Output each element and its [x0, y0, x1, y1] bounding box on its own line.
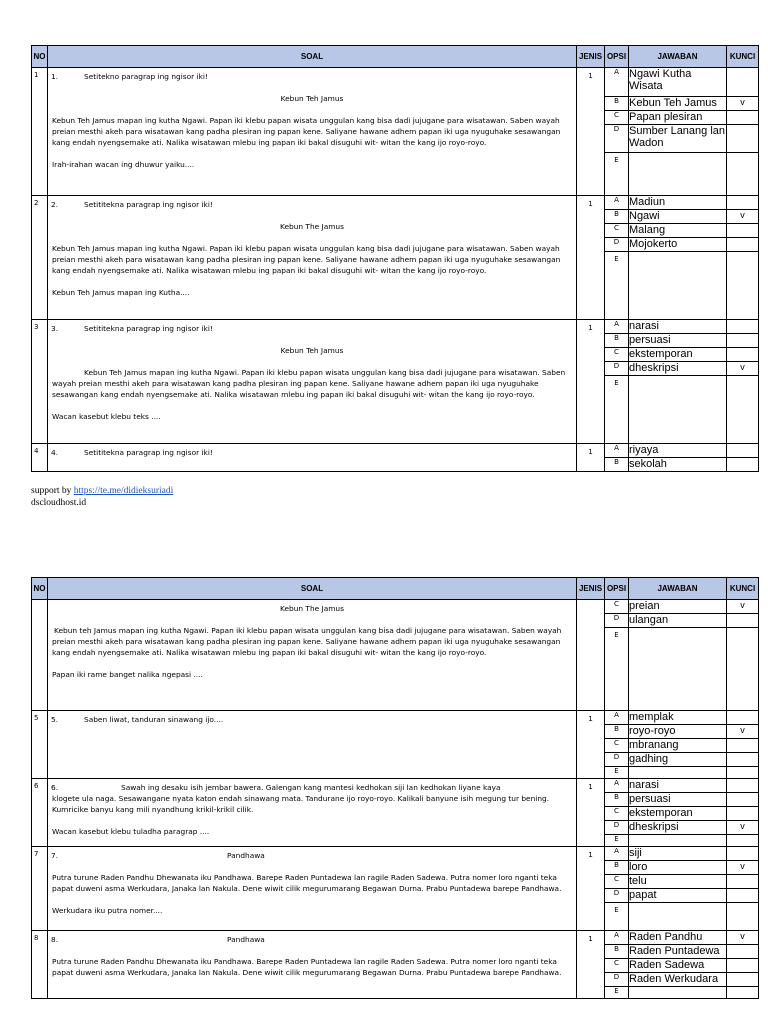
question-text	[48, 68, 577, 196]
answer-option[interactable]: ulangan	[629, 614, 727, 628]
option-label: A	[605, 444, 629, 458]
option-label: D	[605, 889, 629, 903]
option-label: A	[605, 779, 629, 793]
answer-option[interactable]: persuasi	[629, 793, 727, 807]
question-text	[48, 779, 577, 847]
answer-key: v	[727, 861, 759, 875]
option-label: A	[605, 711, 629, 725]
answer-option[interactable]: memplak	[629, 711, 727, 725]
answer-key: v	[727, 210, 759, 224]
option-label: C	[605, 807, 629, 821]
passage-text: Putra turune Raden Pandhu Dhewanata iku Pandhawa. Barepe Raden Puntadewa lan ragile Raden Sadewa. Putra nomer loro nganti teka papat duweni asma Werkudara, Janaka lan Nakula. Dene wiwit cilik megurumarang Begawan Durna. Prabu Puntadewa barepe Pandhawa.	[52, 957, 562, 977]
question-row-6	[32, 779, 759, 793]
answer-option[interactable]: Raden Werkudara	[629, 973, 727, 987]
passage-first-line: Sawah ing desaku isih jembar bawera. Galengan kang mantesi kedhokan siji lan kedhokan liyane kaya	[121, 783, 501, 792]
question-prompt: Irah-irahan wacan ing dhuwur yaiku....	[52, 160, 195, 169]
answer-option[interactable]: Papan plesiran	[629, 111, 727, 125]
answer-key	[727, 847, 759, 861]
answer-key: v	[727, 362, 759, 376]
option-label: B	[605, 458, 629, 472]
answer-key	[727, 444, 759, 458]
header-soal: SOAL	[48, 578, 577, 600]
question-index: 6.	[51, 783, 59, 792]
header-row	[32, 46, 759, 68]
option-label: D	[605, 753, 629, 767]
option-label: A	[605, 847, 629, 861]
passage-text: Kebun Teh Jamus mapan ing kutha Ngawi. Papan iki klebu papan wisata unggulan kang bisa dadi jujugane para wisatawan. Saben wayah preian mesthi akeh para wisatawan kang padha plesiran ing papan kene. Saliyane hawane adhem papan iki uga nyuguhake sesawangan kang endah nyengsemake ati. Nalika wisatawan mlebu ing papan iki bakal disuguhi wit- witan the kang ijo royo-royo.	[52, 244, 561, 275]
question-index: 1.	[51, 72, 59, 81]
header-jawaban: JAWABAN	[629, 578, 727, 600]
header-row	[32, 578, 759, 600]
answer-key	[727, 614, 759, 628]
answer-key	[727, 224, 759, 238]
header-kunci: KUNCI	[727, 578, 759, 600]
answer-option[interactable]: mbranang	[629, 739, 727, 753]
question-index: 7.	[51, 851, 59, 860]
passage-title: Kebun Teh Jamus	[280, 346, 344, 355]
question-row-2	[32, 196, 759, 210]
option-label: E	[605, 153, 629, 196]
passage-title: Pandhawa	[227, 935, 265, 944]
question-index: 5.	[51, 715, 59, 724]
answer-key	[727, 945, 759, 959]
answer-option[interactable]: Ngawi Kutha Wisata	[629, 68, 727, 97]
answer-key	[727, 739, 759, 753]
header-no: NO	[32, 578, 48, 600]
question-prompt: Wacan kasebut klebu teks ....	[52, 412, 161, 421]
option-label: A	[605, 931, 629, 945]
passage-text: Kebun teh Jamus mapan ing kutha Ngawi. Papan iki klebu papan wisata unggulan kang bisa dadi jujugane para wisatawan. Saben wayah preian mesthi akeh para wisatawan kang padha plesiran ing papan kene. Saliyane hawane adhem papan iki uga nyuguhake sesawangan kang endah nyengsemake ati. Nalika wisatawan mlebu ing papan iki bakal disuguhi wit- witan the kang ijo royo-royo.	[52, 626, 562, 657]
question-type: 1	[577, 444, 605, 472]
answer-key	[727, 334, 759, 348]
option-label: D	[605, 973, 629, 987]
option-label: A	[605, 196, 629, 210]
option-label: C	[605, 348, 629, 362]
passage-title: Pandhawa	[227, 851, 265, 860]
option-label: D	[605, 238, 629, 252]
answer-option[interactable]: sekolah	[629, 458, 727, 472]
question-type	[577, 600, 605, 711]
question-number: 6	[32, 779, 48, 847]
question-row-5	[32, 711, 759, 725]
answer-key	[727, 125, 759, 153]
answer-option[interactable]	[629, 903, 727, 931]
answer-key: v	[727, 725, 759, 739]
option-label: B	[605, 861, 629, 875]
answer-key	[727, 753, 759, 767]
answer-option[interactable]	[629, 767, 727, 779]
answer-key	[727, 987, 759, 999]
answer-option[interactable]	[629, 987, 727, 999]
answer-option[interactable]: Raden Sadewa	[629, 959, 727, 973]
question-text	[48, 444, 577, 472]
answer-key: v	[727, 931, 759, 945]
answer-option[interactable]: telu	[629, 875, 727, 889]
option-label: E	[605, 628, 629, 711]
host-text: dscloudhost.id	[31, 498, 87, 508]
passage-text: Kebun Teh Jamus mapan ing kutha Ngawi. Papan iki klebu papan wisata unggulan kang bisa dadi jujugane para wisatawan. Saben wayah preian mesthi akeh para wisatawan kang padha plesiran ing papan kene. Saliyane hawane adhem papan iki uga nyuguhake sesawangan kang endah nyengsemake ati. Nalika wisatawan mlebu ing papan iki bakal disuguhi wit- witan the kang ijo royo-royo.	[52, 368, 566, 399]
option-label: A	[605, 320, 629, 334]
answer-option[interactable]: loro	[629, 861, 727, 875]
answer-option[interactable]	[629, 628, 727, 711]
answer-option[interactable]: Malang	[629, 224, 727, 238]
answer-key	[727, 889, 759, 903]
answer-key	[727, 793, 759, 807]
passage-text: Kebun Teh Jamus mapan ing kutha Ngawi. Papan iki klebu papan wisata unggulan kang bisa dadi jujugane para wisatawan. Saben wayah preian mesthi akeh para wisatawan kang padha plesiran ing papan kene. Saliyane hawane adhem papan iki uga nyuguhake sesawangan kang endah nyengsemake ati. Nalika wisatawan mlebu ing papan iki bakal disuguhi wit- witan the kang ijo royo-royo.	[52, 116, 561, 147]
answer-option[interactable]: ekstemporan	[629, 807, 727, 821]
question-text	[48, 931, 577, 999]
answer-option[interactable]: dheskripsi	[629, 821, 727, 835]
question-type: 1	[577, 711, 605, 779]
footer	[31, 485, 173, 509]
option-label: E	[605, 252, 629, 320]
answer-option[interactable]: Ngawi	[629, 210, 727, 224]
answer-option[interactable]: narasi	[629, 779, 727, 793]
header-opsi: OPSI	[605, 578, 629, 600]
question-index: 8.	[51, 935, 59, 944]
option-label: B	[605, 945, 629, 959]
answer-key	[727, 767, 759, 779]
option-label: B	[605, 210, 629, 224]
question-row-3	[32, 320, 759, 334]
support-text: support by	[31, 486, 74, 496]
answer-option[interactable]: gadhing	[629, 753, 727, 767]
answer-option[interactable]: papat	[629, 889, 727, 903]
question-intro: Saben liwat, tanduran sinawang ijo....	[84, 715, 224, 724]
answer-option[interactable]: Sumber Lanang lan Wadon	[629, 125, 727, 153]
option-label: D	[605, 821, 629, 835]
question-text	[48, 847, 577, 931]
answer-option[interactable]: Mojokerto	[629, 238, 727, 252]
question-type: 1	[577, 779, 605, 847]
option-label: D	[605, 614, 629, 628]
answer-key	[727, 711, 759, 725]
question-type: 1	[577, 847, 605, 931]
passage-title: Kebun The Jamus	[280, 222, 344, 231]
answer-option[interactable]: dheskripsi	[629, 362, 727, 376]
answer-option[interactable]	[629, 252, 727, 320]
answer-key: v	[727, 97, 759, 111]
question-intro: Setititekna paragrap ing ngisor iki!	[84, 448, 213, 457]
question-text	[48, 196, 577, 320]
answer-option[interactable]	[629, 376, 727, 444]
header-jawaban: JAWABAN	[629, 46, 727, 68]
answer-key	[727, 835, 759, 847]
question-number: 8	[32, 931, 48, 999]
question-text	[48, 600, 577, 711]
question-index: 4.	[51, 448, 59, 457]
question-number	[32, 600, 48, 711]
answer-option[interactable]: Kebun Teh Jamus	[629, 97, 727, 111]
answer-option[interactable]: narasi	[629, 320, 727, 334]
answer-key	[727, 196, 759, 210]
passage-text: Putra turune Raden Pandhu Dhewanata iku Pandhawa. Barepe Raden Puntadewa lan ragile Raden Sadewa. Putra nomer loro nganti teka papat duweni asma Werkudara, Janaka lan Nakula. Dene wiwit cilik megurumarang Begawan Durna. Prabu Puntadewa barepe Pandhawa.	[52, 873, 562, 893]
answer-key	[727, 153, 759, 196]
answer-key	[727, 628, 759, 711]
question-intro: Setititekna paragrap ing ngisor iki!	[84, 324, 213, 333]
question-prompt: Werkudara iku putra nomer....	[52, 906, 163, 915]
question-intro: Setitekno paragrap ing ngisor iki!	[84, 72, 208, 81]
support-link[interactable]: https://te.me/didieksuriadi	[73, 486, 174, 496]
answer-key	[727, 903, 759, 931]
question-table-page-2	[31, 577, 756, 999]
question-number: 2	[32, 196, 48, 320]
question-row-7	[32, 847, 759, 861]
question-table	[31, 45, 759, 472]
answer-option[interactable]	[629, 835, 727, 847]
answer-key	[727, 68, 759, 97]
option-label: C	[605, 959, 629, 973]
answer-key	[727, 779, 759, 793]
answer-option[interactable]: Madiun	[629, 196, 727, 210]
question-prompt: Papan iki rame banget nalika ngepasi ....	[52, 670, 203, 679]
option-label: E	[605, 376, 629, 444]
question-row-4-continued	[32, 600, 759, 614]
option-label: E	[605, 987, 629, 999]
answer-key	[727, 111, 759, 125]
answer-key	[727, 238, 759, 252]
answer-key	[727, 348, 759, 362]
header-jenis: JENIS	[577, 46, 605, 68]
question-table	[31, 577, 759, 999]
answer-option[interactable]: riyaya	[629, 444, 727, 458]
question-number: 1	[32, 68, 48, 196]
header-opsi: OPSI	[605, 46, 629, 68]
answer-key: v	[727, 821, 759, 835]
question-type: 1	[577, 320, 605, 444]
option-label: C	[605, 224, 629, 238]
question-number: 7	[32, 847, 48, 931]
header-jenis: JENIS	[577, 578, 605, 600]
option-label: C	[605, 111, 629, 125]
question-type: 1	[577, 68, 605, 196]
option-label: C	[605, 739, 629, 753]
question-prompt: Kebun Teh Jamus mapan ing Kutha....	[52, 288, 190, 297]
question-type: 1	[577, 196, 605, 320]
answer-option[interactable]: preian	[629, 600, 727, 614]
option-label: E	[605, 767, 629, 779]
answer-key	[727, 376, 759, 444]
passage-title: Kebun Teh Jamus	[280, 94, 344, 103]
option-label: D	[605, 362, 629, 376]
answer-key	[727, 320, 759, 334]
answer-key	[727, 875, 759, 889]
answer-option[interactable]	[629, 153, 727, 196]
question-index: 3.	[51, 324, 59, 333]
option-label: B	[605, 334, 629, 348]
answer-key	[727, 959, 759, 973]
option-label: E	[605, 835, 629, 847]
option-label: A	[605, 68, 629, 97]
question-table-page-1	[31, 45, 756, 472]
question-text	[48, 711, 577, 779]
answer-key	[727, 458, 759, 472]
question-number: 3	[32, 320, 48, 444]
header-no: NO	[32, 46, 48, 68]
option-label: B	[605, 97, 629, 111]
answer-key	[727, 807, 759, 821]
question-type: 1	[577, 931, 605, 999]
answer-option[interactable]: Raden Puntadewa	[629, 945, 727, 959]
option-label: B	[605, 793, 629, 807]
question-number: 4	[32, 444, 48, 472]
answer-key	[727, 973, 759, 987]
answer-option[interactable]: royo-royo	[629, 725, 727, 739]
header-soal: SOAL	[48, 46, 577, 68]
question-row-8	[32, 931, 759, 945]
option-label: D	[605, 125, 629, 153]
question-number: 5	[32, 711, 48, 779]
option-label: C	[605, 875, 629, 889]
question-prompt: Wacan kasebut klebu tuladha paragrap ....	[52, 827, 210, 836]
option-label: B	[605, 725, 629, 739]
passage-title: Kebun The Jamus	[280, 604, 344, 613]
answer-option[interactable]: ekstemporan	[629, 348, 727, 362]
option-label: C	[605, 600, 629, 614]
answer-option[interactable]: Raden Pandhu	[629, 931, 727, 945]
answer-key	[727, 252, 759, 320]
passage-text: klogete ula naga. Sesawangane nyata katon endah sinawang mata. Tandurane ijo royo-royo. Kalikali banyune isih megung tur bening. Kumricike banyu kang mili nyandhung krikil-krikil cilik.	[52, 794, 550, 814]
answer-key: v	[727, 600, 759, 614]
question-intro: Setititekna paragrap ing ngisor iki!	[84, 200, 213, 209]
question-index: 2.	[51, 200, 59, 209]
header-kunci: KUNCI	[727, 46, 759, 68]
question-row-4	[32, 444, 759, 458]
question-text	[48, 320, 577, 444]
answer-option[interactable]: siji	[629, 847, 727, 861]
answer-option[interactable]: persuasi	[629, 334, 727, 348]
question-row-1	[32, 68, 759, 97]
option-label: E	[605, 903, 629, 931]
